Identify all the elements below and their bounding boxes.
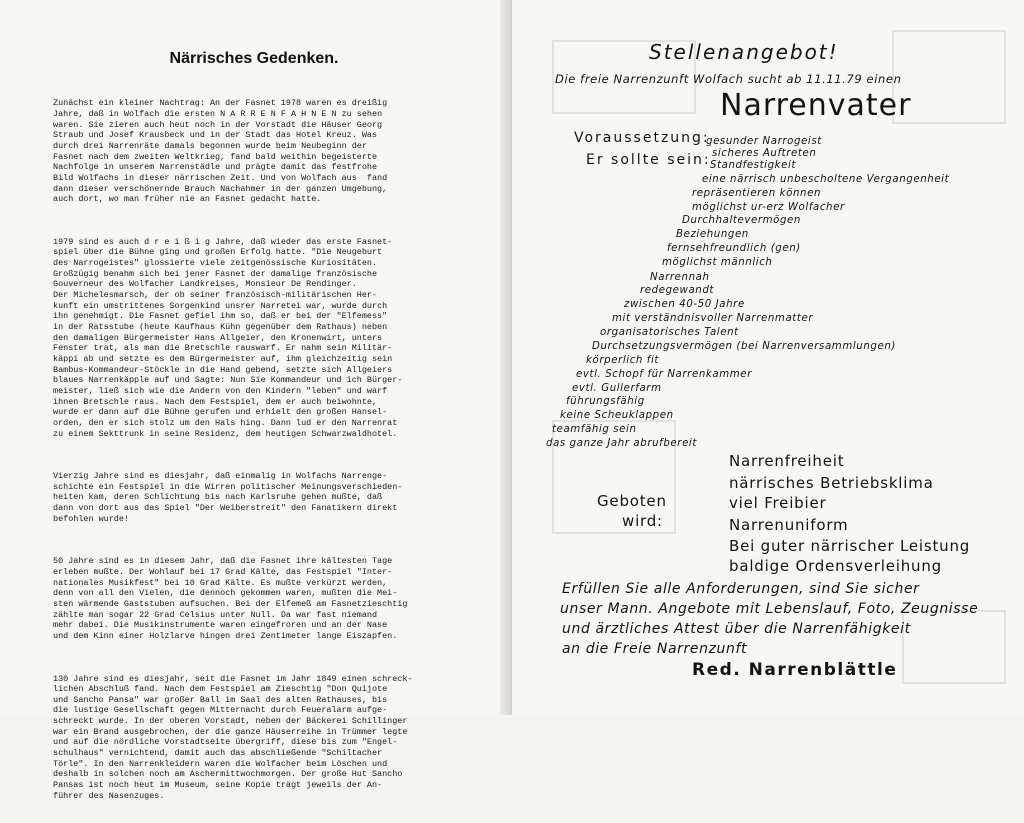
requirement-item: evtl. Schopf für Narrenkammer bbox=[576, 369, 752, 380]
job-offer-heading: Stellenangebot! bbox=[649, 40, 839, 64]
offer-item: viel Freibier bbox=[729, 494, 827, 512]
offer-label: Geboten bbox=[597, 492, 667, 510]
requirement-item: sicheres Auftreten bbox=[712, 148, 817, 159]
requirement-item: redegewandt bbox=[640, 285, 715, 296]
offer-item: Narrenuniform bbox=[729, 516, 849, 534]
requirement-item: Narrennah bbox=[650, 272, 710, 283]
job-position: Narrenvater bbox=[720, 88, 912, 123]
closing-line: und ärztliches Attest über die Narrenfähigkeit bbox=[562, 621, 911, 637]
requirement-item: Durchhaltevermögen bbox=[682, 215, 801, 226]
requirement-item: körperlich fit bbox=[586, 355, 660, 366]
requirement-item: organisatorisches Talent bbox=[600, 327, 739, 338]
job-offer-intro: Die freie Narrenzunft Wolfach sucht ab 11.11.79 einen bbox=[555, 72, 902, 86]
offer-item: baldige Ordensverleihung bbox=[729, 557, 942, 575]
offer-label: wird: bbox=[622, 512, 663, 530]
left-page-body bbox=[53, 77, 471, 823]
bleed-through-box bbox=[902, 610, 1006, 684]
requirement-item: Beziehungen bbox=[676, 229, 749, 240]
requirements-label: Voraussetzung: bbox=[574, 130, 710, 146]
paragraph-fahnen: Zunächst ein kleiner Nachtrag: An der Fasnet 1978 waren es dreißig Jahre, daß in Wolfach die ersten N A R R E N F A H N E N zu sehen waren. Sie zieren auch heut noch in der Vorstadt die Häuser Georg Straub und Josef Krausbeck und in der Stadt das Hotel Kreuz. Was durch drei Narrenräte damals begonnen wurde beim Neubeginn der Fasnet nach dem zweiten Weltkrieg, fand bald weithin begeisterte Nachfolge in unserem Narrenstädle und prägte damit das festfrohe Bild Wolfachs in dieser närrischen Zeit. Und von Wolfach aus fand dann dieser verschönernde Brauch Nachahmer in der ganzen Umgebung, auch dort, wo man früher nie an Fasnet gedacht hatte. bbox=[53, 98, 388, 205]
closing-line: unser Mann. Angebote mit Lebenslauf, Foto, Zeugnisse bbox=[560, 601, 979, 617]
requirement-item: eine närrisch unbescholtene Vergangenheit bbox=[702, 174, 950, 185]
paragraph-fasnetspiel: 1979 sind es auch d r e i ß i g Jahre, daß wieder das erste Fasnet- spiel über die Bühne ging und großen Erfolg hatte. "Die Neugeburt des Narrogeistes" glossierte viele zeitgenössische Kuriositäten. Großzügig benahm sich bei jener Fasnet der damalige französische Gouverneur des Wolfacher Landkreises, Monsieur De Rendinger. Der Michelesmarsch, der ob seiner französisch-militärischen Her- kunft ein umstrittenes Sorgenkind unsrer Narretei war, wurde durch ihn genehmigt. Die Fasnet gefiel ihm so, daß er bei der "Elfemess" in der Ratsstube (heute Kaufhaus Kühn gegenüber dem Rathaus) neben den damaligen Bürgermeister Hans Allgeier, den Kronenwirt, unters Fenster trat, als man die Bretschle rauswarf. Er nahm sein Militär- käppi ab und setzte es dem Bürgermeister auf, ihm gleichzeitig sein Bambus-Kommandeur-Stöckle in die Hand gebend, setzte sich Allgeiers blaues Narrenkäpple auf und Sagte: Nun Sie Kommandeur und ich Bürger- meister, ließ sich wie die Andern von den Kindern "leben" und warf ihnen Bretschle raus. Nach dem Festspiel, dem er auch beiwohnte, wurde er dann auf die Bühne gerufen und erhielt den großen Hansel- orden, den er sich stolz um den Hals hing. Dann lud er den Narrenrat zu einem Sekttrunk in seine Residenz, dem heutigen Schwarzwaldhotel. bbox=[53, 236, 403, 439]
paragraph-weiberstreit: Vierzig Jahre sind es diesjahr, daß einmalig in Wolfachs Narrenge- schichte ein Festspiel in die Wirren politischer Meinungsverschieden- heiten kam, deren Schlichtung bis nach Karlsruhe gehen mußte, daß dann von dort aus das Spiel "Der Weiberstreit" den Fanatikern direkt befohlen wurde! bbox=[53, 471, 403, 524]
requirement-item: Standfestigkeit bbox=[710, 160, 797, 171]
requirement-item: möglichst ur-erz Wolfacher bbox=[692, 202, 845, 213]
left-page bbox=[0, 0, 508, 801]
paragraph-brand: 130 Jahre sind es diesjahr, seit die Fasnet im Jahr 1849 einen schreck- lichen Abschluß fand. Nach dem Festspiel am Zieschtig "Don Quijote und Sancho Pansa" war großer Ball im Saal des alten Rathauses, bis die lustige Gesellschaft gegen Mitternacht durch Feueralarm aufge- schreckt wurde. In der oberen Vorstadt, neben der Bäckerei Schillinger war ein Brand ausgebrochen, der die ganze Häuserreihe in Trümmer legte und auf die nördliche Vorstadtseite übergriff, diese bis zum "Engel- schulhaus" vernichtend, damit auch das abschließende "Schiltacher Törle". In den Narrenkleidern waren die Wolfacher beim Löschen und deshalb in solchen noch am Aschermittwochmorgen. Der große Hut Sancho Pansas ist noch heut im Museum, seine Kopie trägt jeweils der An- führer des Nasenzuges. bbox=[53, 673, 413, 801]
requirement-item: teamfähig sein bbox=[552, 424, 637, 435]
offer-item: Bei guter närrischer Leistung bbox=[729, 537, 971, 555]
requirement-item: führungsfähig bbox=[566, 396, 645, 407]
requirement-item: zwischen 40-50 Jahre bbox=[624, 299, 745, 310]
requirement-item: repräsentieren können bbox=[692, 188, 821, 199]
requirement-item: möglichst männlich bbox=[662, 257, 773, 268]
closing-line: Erfüllen Sie alle Anforderungen, sind Sie sicher bbox=[562, 581, 920, 597]
should-be-label: Er sollte sein: bbox=[586, 152, 711, 168]
requirement-item: fernsehfreundlich (gen) bbox=[667, 243, 801, 254]
right-page bbox=[512, 0, 1024, 715]
paragraph-kaelte: 50 Jahre sind es in diesem Jahr, daß die Fasnet ihre kältesten Tage erleben mußte. Der Wohlauf bei 17 Grad Kälte, das Festspiel "Inter- nationales Musikfest" bei 10 Grad Kälte. Es mußte verkürzt werden, denn von all den Vielen, die dennoch gekommen waren, mußten die Mei- sten wärmende Gaststuben aufsuchen. Bei der Elfemeß am Fasnetzieschtig zählte man sogar 22 Grad Celsius unter Null. Da war fast niemand mehr dabei. Die Musikinstrumente waren eingefroren und an der Nase und dem Kinn einer Holzlarve hingen drei Zentimeter lange Eiszapfen. bbox=[53, 556, 408, 641]
requirement-item: das ganze Jahr abrufbereit bbox=[546, 438, 697, 449]
offer-item: Narrenfreiheit bbox=[729, 452, 845, 470]
left-page-title: Närrisches Gedenken. bbox=[169, 50, 339, 67]
requirement-item: keine Scheuklappen bbox=[560, 410, 674, 421]
requirement-item: evtl. Gullerfarm bbox=[572, 383, 662, 394]
requirement-item: gesunder Narrogeist bbox=[706, 136, 822, 147]
closing-line: an die Freie Narrenzunft bbox=[562, 641, 748, 657]
requirement-item: mit verständnisvoller Narrenmatter bbox=[612, 313, 814, 324]
signature: Red. Narrenblättle bbox=[692, 660, 898, 680]
offer-item: närrisches Betriebsklima bbox=[729, 474, 934, 492]
requirement-item: Durchsetzungsvermögen (bei Narrenversammlungen) bbox=[592, 341, 896, 352]
